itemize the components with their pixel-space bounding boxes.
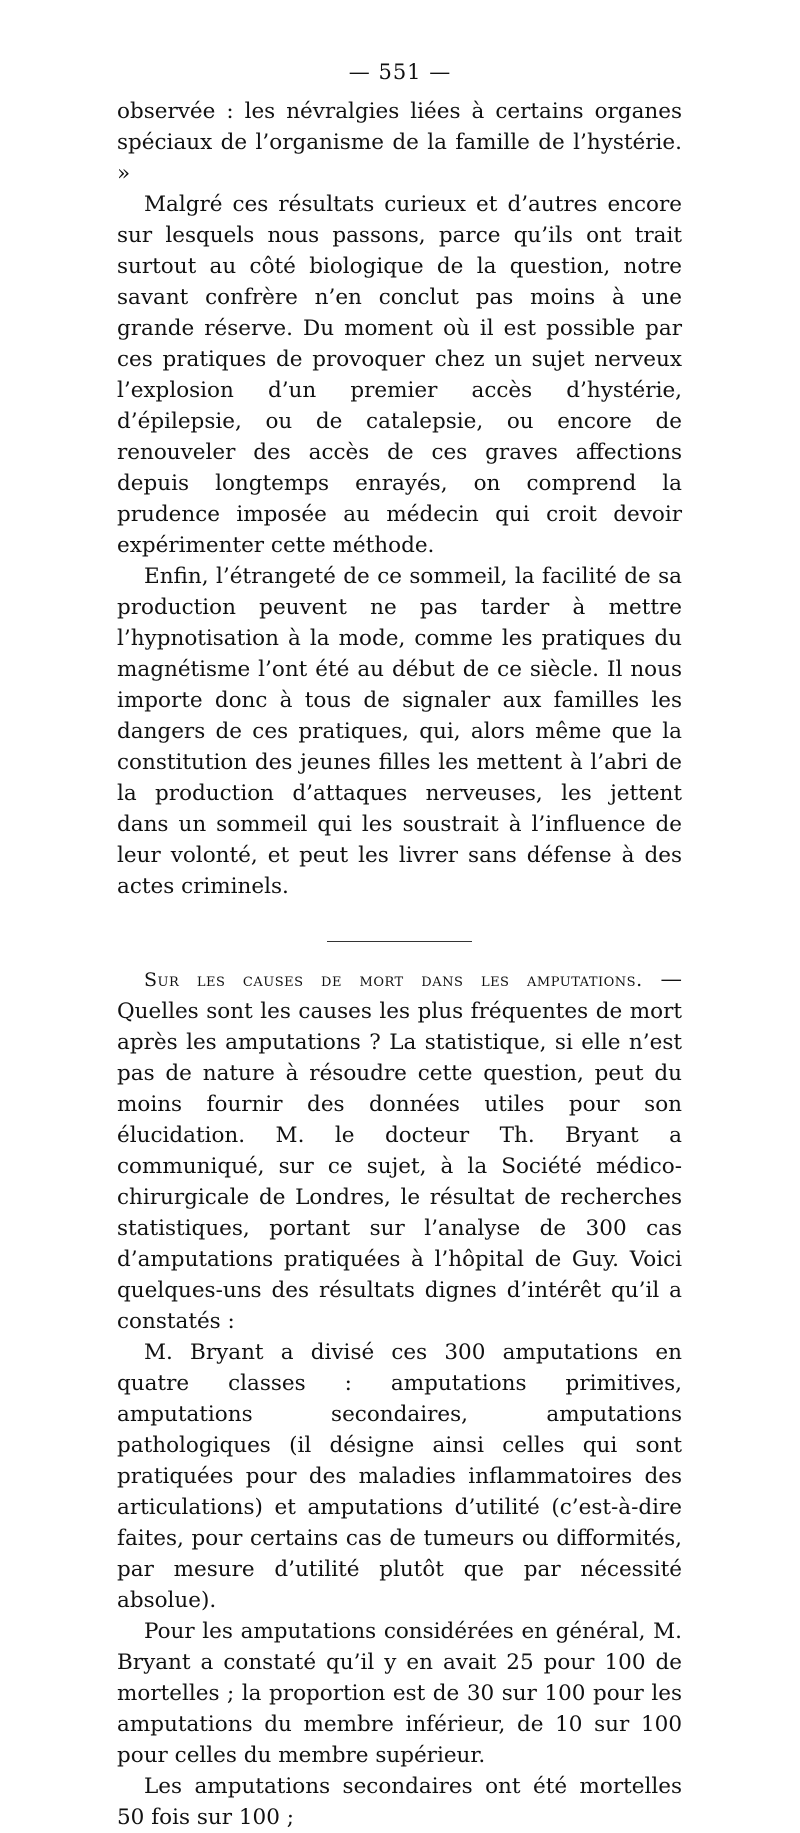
- paragraph-general-stats: Pour les amputations considérées en général, M. Bryant a constaté qu’il y en avait 25 pour 100 de mortelles ; la proportion est de 30 sur 100 pour les amputations du membre inférieur, de 10 sur 100 pour celles du membre supérieur.: [117, 1619, 682, 1768]
- body-text: [117, 96, 682, 1833]
- paragraph-reserve: Malgré ces résultats curieux et d’autres encore sur lesquels nous passons, parce qu’ils ont trait surtout au côté biologique de la question, notre savant confrère n’en conclut pas moins à une grande réserve. Du moment où il est possible par ces pratiques de provoquer chez un sujet nerveux l’explosion d’un premier accès d’hystérie, d’épilepsie, ou de catalepsie, ou encore de renouveler des accès de ces graves affections depuis longtemps enrayés, on comprend la prudence imposée au médecin qui croit devoir expérimenter cette méthode.: [117, 192, 682, 558]
- paragraph-amputations-intro-text: — Quelles sont les causes les plus fréquentes de mort après les amputations ? La statistique, si elle n’est pas de nature à résoudre cette question, peut du moins fournir des données utiles pour son élucidation. M. le docteur Th. Bryant a communiqué, sur ce sujet, à la Société médico-chirurgicale de Londres, le résultat de recherches statistiques, portant sur l’analyse de 300 cas d’amputations pratiquées à l’hôpital de Guy. Voici quelques-uns des résultats dignes d’intérêt qu’il a constatés :: [117, 967, 682, 1334]
- section-separator: [117, 902, 682, 964]
- section-heading: Sur les causes de mort dans les amputations.: [144, 969, 643, 991]
- paragraph-secondary: Les amputations secondaires ont été mortelles 50 fois sur 100 ;: [117, 1774, 682, 1830]
- paragraph-quote-end: observée : les névralgies liées à certains organes spéciaux de l’organisme de la famille de l’hystérie. »: [117, 99, 682, 186]
- paragraph-amputations-intro: [117, 964, 682, 1337]
- page-number: — 551 —: [348, 60, 452, 84]
- paragraph-classes: M. Bryant a divisé ces 300 amputations en quatre classes : amputations primitives, amputations secondaires, amputations pathologiques (il désigne ainsi celles qui sont pratiquées pour des maladies inflammatoires des articulations) et amputations d’utilité (c’est-à-dire faites, pour certains cas de tumeurs ou difformités, par mesure d’utilité plutôt que par nécessité absolue).: [117, 1340, 682, 1613]
- separator-rule: [327, 941, 472, 942]
- paragraph-hypnotisation: Enfin, l’étrangeté de ce sommeil, la facilité de sa production peuvent ne pas tarder à mettre l’hypnotisation à la mode, comme les pratiques du magnétisme l’ont été au début de ce siècle. Il nous importe donc à tous de signaler aux familles les dangers de ces pratiques, qui, alors même que la constitution des jeunes filles les mettent à l’abri de la production d’attaques nerveuses, les jettent dans un sommeil qui les soustrait à l’influence de leur volonté, et peut les livrer sans défense à des actes criminels.: [117, 564, 682, 899]
